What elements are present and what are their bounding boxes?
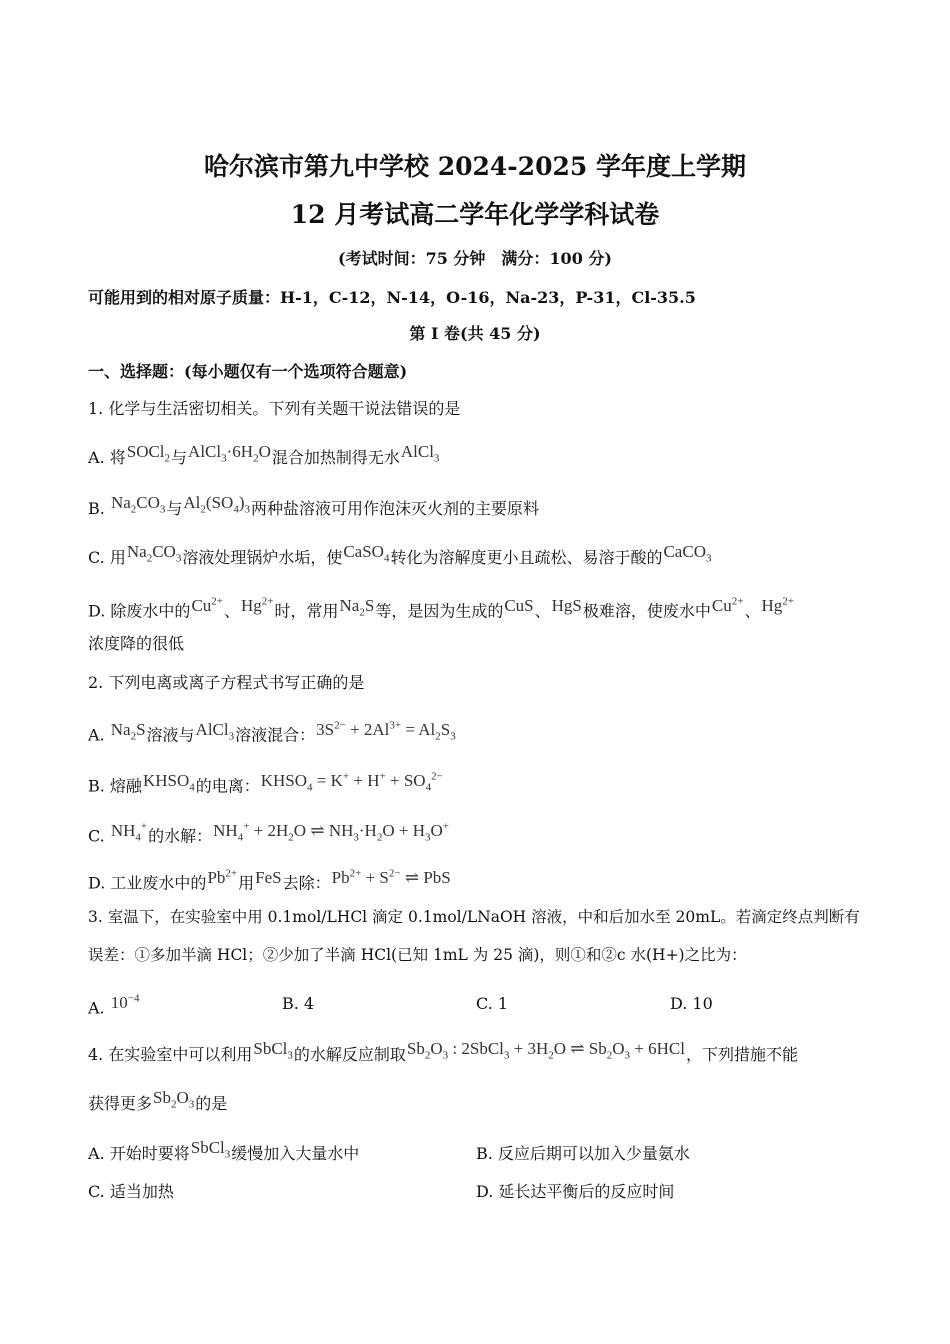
q1-option-b: B. $Na_2CO_3$与$Al_2(SO_4)_3$两种盐溶液可用作泡沫灭火剂的主要原料 <box>88 493 539 518</box>
q4-option-c: C. 适当加热 <box>88 1182 174 1201</box>
exam-title-line2: 12 月考试高二学年化学学科试卷 <box>290 200 660 229</box>
q1-option-a: A. 将SOCl$_2$与$AlCl_3\cdot 6H_2O$混合加热制得无水AlCl$_3$ <box>88 442 440 467</box>
q4-option-d: D. 延长达平衡后的反应时间 <box>476 1182 675 1201</box>
q4-option-b: B. 反应后期可以加入少量氨水 <box>476 1144 690 1163</box>
q3-stem-line1: 3. 室温下，在实验室中用 0.1mol/LHCl 滴定 0.1mol/LNaOH 溶液，中和后加水至 20mL。若滴定终点判断有 <box>88 908 860 926</box>
exam-time-info: (考试时间：75 分钟 满分：100 分) <box>338 249 612 268</box>
q3-option-a: A. $10^{-4}$ <box>88 992 140 1018</box>
q3-option-c: C. 1 <box>476 994 509 1013</box>
volume-title: 第 I 卷(共 45 分) <box>409 324 541 343</box>
q1-option-d-cont: 浓度降的很低 <box>88 634 185 653</box>
q4-stem-line1: 4. 在实验室中可以利用SbCl$_3$的水解反应制取$Sb_2O_3$ : 2SbCl$_3$ + $3H_2O$ ⇌ $Sb_2O_3 + 6HCl$，下列措施不能 <box>88 1039 798 1064</box>
q1-stem: 1. 化学与生活密切相关。下列有关题干说法错误的是 <box>88 399 461 418</box>
section-title: 一、选择题：(每小题仅有一个选项符合题意) <box>88 362 408 381</box>
q3-stem-line2: 误差：①多加半滴 HCl；②少加了半滴 HCl(已知 1mL 为 25 滴)，则①和②c 水(H+)之比为： <box>88 946 747 964</box>
q3-option-d: D. 10 <box>670 994 713 1013</box>
atomic-masses: 可能用到的相对原子质量：H-1，C-12，N-14，O-16，Na-23，P-31，Cl-35.5 <box>88 288 696 307</box>
q2-option-a: A. $Na_2S$溶液与AlCl$_3$溶液混合：$3S^{2-} + 2Al^{3+} = Al_2S_3$ <box>88 719 456 745</box>
exam-title-line1: 哈尔滨市第九中学校 2024-2025 学年度上学期 <box>204 152 746 181</box>
q1-option-c: C. 用$Na_2CO_3$溶液处理锅炉水垢，使CaSO$_4$转化为溶解度更小且疏松、易溶于酸的CaCO$_3$ <box>88 542 712 567</box>
q4-stem-line2: 获得更多$Sb_2O_3$的是 <box>88 1088 228 1113</box>
q3-option-b: B. 4 <box>282 994 315 1013</box>
q2-option-c: C. $NH_4^+$的水解：$NH_4^+ + 2H_2O$ ⇌ $NH_3\cdot H_2O + H_3O^+$ <box>88 820 449 846</box>
q2-stem: 2. 下列电离或离子方程式书写正确的是 <box>88 673 365 692</box>
q2-option-d: D. 工业废水中的$Pb^{2+}$用FeS去除：$Pb^{2+} + S^{2-}$ ⇌ PbS <box>88 867 451 893</box>
q1-option-d: D. 除废水中的$Cu^{2+}$、$Hg^{2+}$时，常用$Na_2S$等，是因为生成的CuS、HgS极难溶，使废水中$Cu^{2+}$、$Hg^{2+}$ <box>88 595 794 621</box>
q2-option-b: B. 熔融$KHSO_4$的电离：$KHSO_4 = K^+ + H^+ + SO_4^{2-}$ <box>88 770 443 796</box>
q4-option-a: A. 开始时要将SbCl$_3$缓慢加入大量水中 <box>88 1138 360 1163</box>
